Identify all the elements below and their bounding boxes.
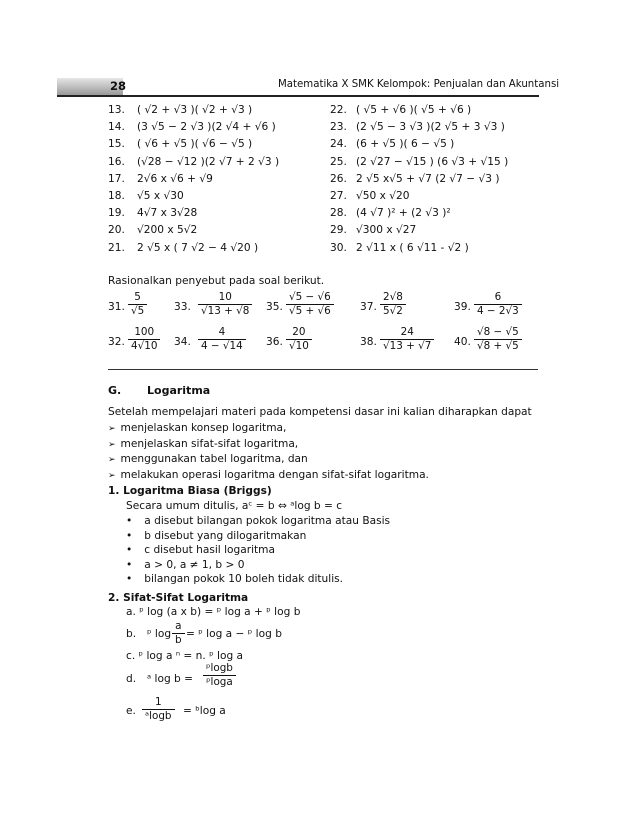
exercise-expression: 2√6 x √6 + √9 bbox=[137, 172, 213, 185]
section-letter: G. bbox=[108, 384, 122, 397]
fraction-numerator: a bbox=[175, 620, 182, 632]
fraction-denominator: √13 + √7 bbox=[383, 340, 432, 352]
exercise-number: 23. bbox=[330, 121, 347, 134]
fraction-expression bbox=[286, 326, 312, 353]
goal-item bbox=[108, 438, 298, 450]
definition-text: b disebut yang dilogaritmakan bbox=[144, 529, 307, 542]
bullet-dot-icon: • bbox=[126, 515, 133, 527]
exercise-expression: 2 √5 x ( 7 √2 − 4 √20 ) bbox=[137, 241, 259, 254]
fraction-expression bbox=[286, 291, 334, 318]
fraction-expression bbox=[380, 291, 406, 318]
fraction-expression bbox=[380, 326, 434, 353]
fraction-numerator: √8 − √5 bbox=[477, 326, 519, 338]
fraction-expression bbox=[474, 291, 522, 318]
exercise-number: 15. bbox=[108, 138, 125, 151]
exercise-number: 28. bbox=[330, 207, 347, 220]
exercise-number: 29. bbox=[330, 224, 347, 237]
fraction-numerator: 2√8 bbox=[383, 291, 403, 303]
fraction-exercise-number: 31. bbox=[108, 301, 125, 313]
fraction-denominator: 4√10 bbox=[131, 340, 158, 352]
fraction-denominator: 4 − 2√3 bbox=[477, 305, 519, 317]
exercise-expression: 4√7 x 3√28 bbox=[137, 207, 198, 220]
goal-text: menjelaskan konsep logaritma, bbox=[120, 422, 287, 434]
property-b-prefix: ᵖ log bbox=[147, 628, 172, 640]
exercise-expression: (2 √5 − 3 √3 )(2 √5 + 3 √3 ) bbox=[356, 121, 505, 134]
fraction-denominator: 4 − √14 bbox=[201, 340, 243, 352]
page-number: 28 bbox=[110, 79, 127, 93]
section-intro: Setelah mempelajari materi pada kompetensi dasar ini kalian diharapkan dapat bbox=[108, 406, 532, 418]
fraction-expression bbox=[128, 326, 160, 353]
exercise-number: 18. bbox=[108, 190, 125, 202]
definition-bullet bbox=[126, 515, 390, 527]
fraction-denominator: √8 + √5 bbox=[477, 340, 519, 352]
definition-text: a > 0, a ≠ 1, b > 0 bbox=[144, 558, 245, 571]
fraction-exercise-number: 38. bbox=[360, 336, 377, 348]
fraction-denominator: √5 bbox=[131, 305, 145, 317]
fraction-denominator: 5√2 bbox=[383, 305, 403, 317]
definition-bullet bbox=[126, 530, 306, 542]
fraction-numerator: 20 bbox=[292, 326, 306, 338]
exercise-number: 14. bbox=[108, 121, 125, 134]
exercise-expression: 2 √5 x√5 + √7 (2 √7 − √3 ) bbox=[356, 172, 500, 185]
exercise-expression: ( √5 + √6 )( √5 + √6 ) bbox=[356, 104, 472, 116]
fraction-numerator: 100 bbox=[134, 326, 155, 338]
fraction-exercise-number: 35. bbox=[266, 301, 283, 313]
exercise-number: 25. bbox=[330, 155, 347, 168]
property-c: c. ᵖ log a ⁿ = n. ᵖ log a bbox=[126, 650, 244, 662]
fraction-numerator: 4 bbox=[218, 326, 226, 338]
definition-bullet bbox=[126, 544, 275, 556]
fraction-expression bbox=[198, 291, 252, 318]
section-title: Logaritma bbox=[147, 384, 211, 397]
exercise-expression: 2 √11 x ( 6 √11 - √2 ) bbox=[356, 241, 469, 254]
property-b-fraction bbox=[172, 620, 185, 647]
fraction-denominator: √5 + √6 bbox=[289, 305, 331, 317]
definition-text: bilangan pokok 10 boleh tidak ditulis. bbox=[144, 573, 344, 586]
fraction-exercise-number: 33. bbox=[174, 301, 191, 313]
exercise-number: 20. bbox=[108, 224, 125, 237]
fraction-exercise-number: 40. bbox=[454, 336, 471, 348]
running-header-title: Matematika X SMK Kelompok: Penjualan dan Akuntansi bbox=[278, 79, 560, 90]
exercise-number: 16. bbox=[108, 155, 125, 168]
property-b-label: b. bbox=[126, 628, 137, 640]
exercise-expression: ( √6 + √5 )( √6 − √5 ) bbox=[137, 138, 253, 151]
exercise-expression: (√28 − √12 )(2 √7 + 2 √3 ) bbox=[137, 155, 280, 168]
section-divider bbox=[108, 369, 538, 370]
header-divider bbox=[57, 95, 539, 97]
exercise-number: 26. bbox=[330, 172, 347, 185]
property-e-suffix: = ᵇlog a bbox=[183, 705, 226, 717]
definition-bullet bbox=[126, 573, 343, 585]
fraction-numerator: ᵖlogb bbox=[206, 662, 233, 674]
definition-text: c disebut hasil logaritma bbox=[144, 544, 275, 557]
fraction-numerator: 1 bbox=[154, 696, 162, 708]
exercise-number: 19. bbox=[108, 207, 125, 220]
bullet-dot-icon: • bbox=[126, 544, 133, 557]
fraction-exercise-number: 32. bbox=[108, 336, 125, 348]
fraction-expression bbox=[128, 291, 147, 318]
fraction-denominator: √10 bbox=[289, 340, 309, 352]
fraction-numerator: 6 bbox=[494, 291, 502, 303]
exercise-expression: (2 √27 − √15 ) (6 √3 + √15 ) bbox=[356, 155, 509, 168]
fraction-expression bbox=[198, 326, 246, 353]
exercise-number: 24. bbox=[330, 138, 347, 151]
exercise-expression: ( √2 + √3 )( √2 + √3 ) bbox=[137, 104, 253, 116]
arrow-bullet-icon: ➢ bbox=[108, 439, 116, 450]
arrow-bullet-icon: ➢ bbox=[108, 455, 116, 465]
property-a: a. ᵖ log (a x b) = ᵖ log a + ᵖ log b bbox=[126, 606, 301, 618]
property-d-fraction bbox=[203, 662, 236, 689]
goal-text: menjelaskan sifat-sifat logaritma, bbox=[120, 437, 299, 450]
exercise-expression: (6 + √5 )( 6 − √5 ) bbox=[356, 138, 455, 151]
fraction-numerator: 5 bbox=[134, 291, 141, 303]
exercise-number: 22. bbox=[330, 104, 347, 116]
subsection-1-title: 1. Logaritma Biasa (Briggs) bbox=[108, 485, 272, 497]
exercise-expression: (4 √7 )² + (2 √3 )² bbox=[356, 207, 451, 220]
exercise-expression: √200 x 5√2 bbox=[137, 224, 198, 237]
bullet-dot-icon: • bbox=[126, 529, 133, 542]
goal-item bbox=[108, 469, 429, 481]
goal-item bbox=[108, 453, 308, 465]
bullet-dot-icon: • bbox=[126, 573, 133, 586]
definition-text: a disebut bilangan pokok logaritma atau Basis bbox=[144, 515, 391, 527]
goal-item bbox=[108, 422, 286, 434]
fraction-expression bbox=[474, 326, 522, 353]
property-d-prefix: ᵃ log b = bbox=[147, 673, 194, 685]
fraction-denominator: b bbox=[175, 634, 182, 646]
property-e-fraction bbox=[142, 696, 175, 723]
bullet-dot-icon: • bbox=[126, 558, 133, 571]
fraction-denominator: ᵖloga bbox=[206, 676, 233, 688]
property-b-suffix: = ᵖ log a − ᵖ log b bbox=[186, 628, 282, 640]
exercise-number: 30. bbox=[330, 241, 347, 254]
arrow-bullet-icon: ➢ bbox=[108, 424, 116, 434]
definition-bullet bbox=[126, 559, 244, 571]
fraction-numerator: 10 bbox=[218, 291, 232, 303]
fraction-exercise-number: 37. bbox=[360, 301, 377, 313]
fraction-denominator: ᵃlogb bbox=[145, 710, 172, 722]
exercise-expression: (3 √5 − 2 √3 )(2 √4 + √6 ) bbox=[137, 121, 276, 134]
exercise-expression: √5 x √30 bbox=[137, 190, 184, 202]
property-d-label: d. bbox=[126, 673, 137, 685]
exercise-expression: √50 x √20 bbox=[356, 190, 410, 202]
goal-text: melakukan operasi logaritma dengan sifat-sifat logaritma. bbox=[120, 468, 429, 481]
fraction-denominator: √13 + √8 bbox=[201, 305, 250, 317]
fraction-numerator: √5 − √6 bbox=[289, 291, 331, 303]
arrow-bullet-icon: ➢ bbox=[108, 470, 116, 481]
property-e-label: e. bbox=[126, 705, 136, 717]
fraction-exercise-number: 36. bbox=[266, 336, 283, 348]
exercise-number: 27. bbox=[330, 190, 347, 202]
fraction-exercise-number: 39. bbox=[454, 301, 471, 313]
subsection-2-title: 2. Sifat-Sifat Logaritma bbox=[108, 592, 249, 604]
rationalize-instruction: Rasionalkan penyebut pada soal berikut. bbox=[108, 275, 325, 287]
exercise-number: 17. bbox=[108, 172, 125, 185]
exercise-expression: √300 x √27 bbox=[356, 224, 417, 237]
log-general-form: Secara umum ditulis, aᶜ = b ⇔ ᵃlog b = c bbox=[126, 500, 343, 512]
exercise-number: 13. bbox=[108, 104, 125, 116]
goal-text: menggunakan tabel logaritma, dan bbox=[120, 453, 308, 465]
fraction-exercise-number: 34. bbox=[174, 336, 191, 348]
fraction-numerator: 24 bbox=[400, 326, 414, 338]
exercise-number: 21. bbox=[108, 241, 125, 254]
